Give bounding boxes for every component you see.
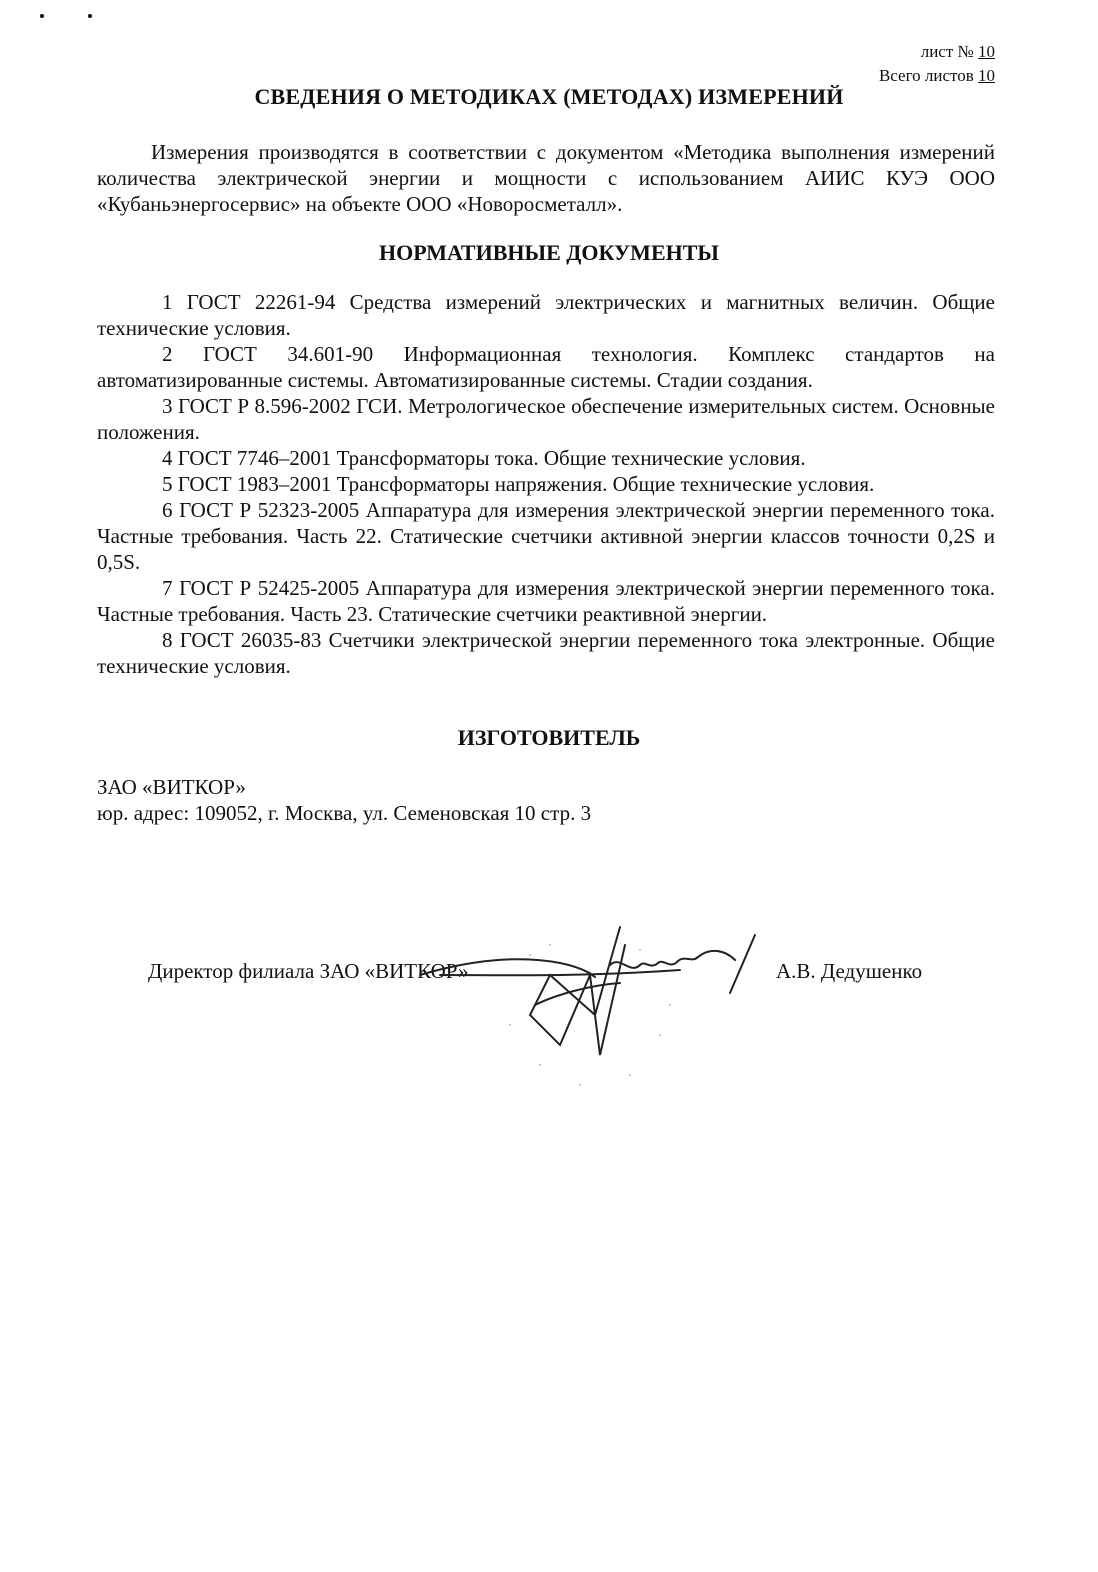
norm-item: 6 ГОСТ Р 52323-2005 Аппаратура для измерения электрической энергии переменного тока. Частные требования. Часть 22. Статические счетчики активной энергии классов точности 0,2S и 0,5S. bbox=[97, 498, 995, 574]
signatory-position: Директор филиала ЗАО «ВИТКОР» bbox=[148, 959, 469, 983]
methods-text bbox=[97, 139, 995, 217]
norms-list bbox=[97, 289, 995, 679]
methods-title: СВЕДЕНИЯ О МЕТОДИКАХ (МЕТОДАХ) ИЗМЕРЕНИЙ bbox=[254, 84, 844, 109]
sheet-info bbox=[879, 40, 995, 88]
total-label: Всего листов bbox=[878, 66, 974, 85]
norm-item: 2 ГОСТ 34.601-90 Информационная технология. Комплекс стандартов на автоматизированные системы. Автоматизированные системы. Стадии создания. bbox=[97, 342, 995, 392]
norms-title: НОРМАТИВНЫЕ ДОКУМЕНТЫ bbox=[378, 240, 720, 265]
norm-item: 1 ГОСТ 22261-94 Средства измерений электрических и магнитных величин. Общие технические условия. bbox=[97, 290, 995, 340]
manufacturer-info bbox=[97, 774, 591, 826]
manufacturer-title: ИЗГОТОВИТЕЛЬ bbox=[457, 725, 641, 750]
manufacturer-address: юр. адрес: 109052, г. Москва, ул. Семеновская 10 стр. 3 bbox=[97, 801, 592, 825]
sheet-number-line bbox=[879, 40, 995, 64]
sheet-label: лист № bbox=[920, 42, 974, 61]
total-number: 10 bbox=[978, 66, 995, 85]
manufacturer-company: ЗАО «ВИТКОР» bbox=[97, 775, 246, 799]
signatory-name: А.В. Дедушенко bbox=[776, 959, 923, 983]
methods-paragraph: Измерения производятся в соответствии с документом «Методика выполнения измерений количества электрической энергии и мощности с использованием АИИС КУЭ ООО «Кубаньэнергосервис» на объекте ООО «Новоросметалл». bbox=[97, 140, 995, 216]
scan-mark bbox=[88, 14, 92, 18]
norm-item: 4 ГОСТ 7746–2001 Трансформаторы тока. Общие технические условия. bbox=[162, 446, 806, 470]
scan-mark bbox=[40, 14, 44, 18]
sheet-number: 10 bbox=[978, 42, 995, 61]
norm-item: 7 ГОСТ Р 52425-2005 Аппаратура для измерения электрической энергии переменного тока. Частные требования. Часть 23. Статические счетчики реактивной энергии. bbox=[97, 576, 995, 626]
norm-item: 8 ГОСТ 26035-83 Счетчики электрической энергии переменного тока электронные. Общие технические условия. bbox=[97, 628, 995, 678]
handwritten-signature-icon bbox=[380, 915, 780, 1115]
norm-item: 3 ГОСТ Р 8.596-2002 ГСИ. Метрологическое обеспечение измерительных систем. Основные положения. bbox=[97, 394, 995, 444]
norm-item: 5 ГОСТ 1983–2001 Трансформаторы напряжения. Общие технические условия. bbox=[162, 472, 875, 496]
